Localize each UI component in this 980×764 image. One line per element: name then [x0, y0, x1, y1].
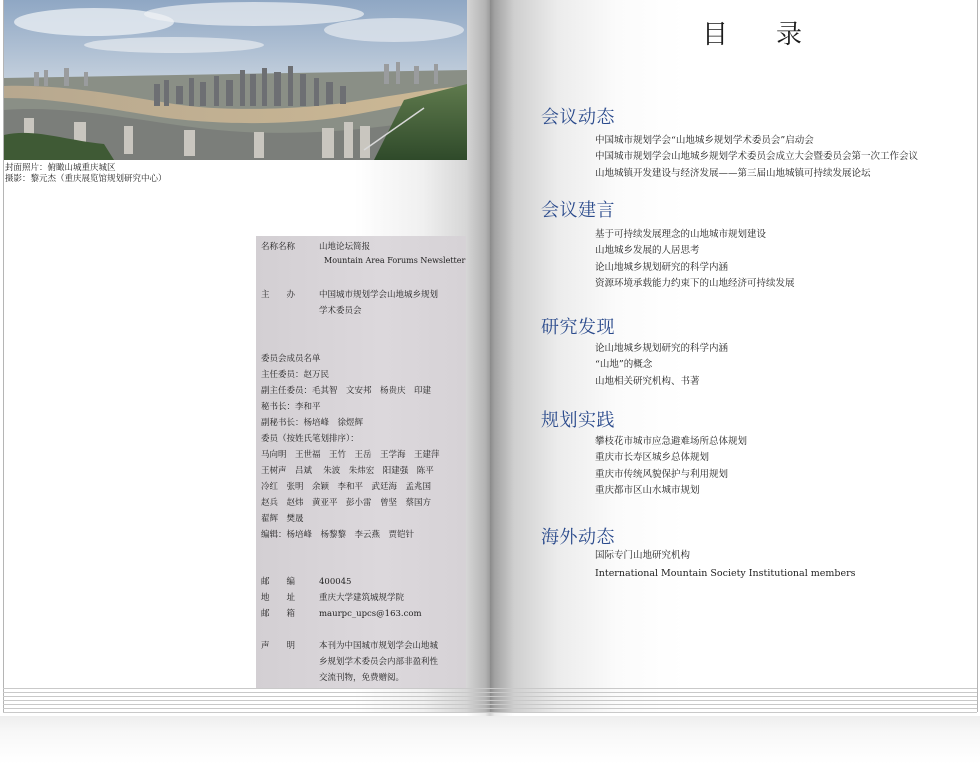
postcode-row	[261, 575, 351, 587]
secretary: 秘书长：李和平	[261, 402, 321, 412]
left-page[interactable]	[3, 0, 491, 712]
director: 主任委员：赵万民	[261, 370, 330, 380]
toc-item[interactable]: 论山地城乡规划研究的科学内涵	[595, 261, 729, 273]
section-items-meeting-suggestions	[595, 227, 795, 292]
section-items-planning-practice	[595, 434, 747, 499]
cover-photo	[4, 0, 467, 160]
name-en: Mountain Area Forums Newsletter	[324, 256, 466, 265]
email-row	[261, 607, 422, 619]
toc-item[interactable]: 山地相关研究机构、书著	[595, 375, 700, 387]
toc-item[interactable]: 国际专门山地研究机构	[595, 550, 691, 561]
committee-line: 赵兵 赵炜 黄亚平 彭小雷 曾坚 蔡国方	[261, 498, 432, 508]
host-row	[261, 288, 438, 300]
caption-line-1: 封面照片：俯瞰山城重庆城区	[5, 163, 116, 173]
section-heading-meeting-news[interactable]: 会议动态	[541, 107, 615, 128]
right-page[interactable]	[490, 0, 978, 712]
editors: 编辑：杨培峰 杨黎黎 李云燕 贾铠针	[261, 530, 415, 540]
statement-line: 乡规划学术委员会内部非盈利性	[319, 657, 439, 667]
host-value-2: 学术委员会	[319, 306, 362, 316]
email-value[interactable]: maurpc_upcs@163.com	[319, 609, 422, 619]
section-items-meeting-news	[595, 133, 918, 182]
postcode-label: 邮 编	[261, 577, 296, 587]
vice-directors: 副主任委员：毛其智 文安邦 杨贵庆 印建	[261, 386, 432, 396]
postcode-value: 400045	[319, 577, 352, 587]
committee-line: 冷红 张明 余颖 李和平 武廷海 孟兆国	[261, 482, 432, 492]
toc-item[interactable]: 基于可持续发展理念的山地城市规划建设	[595, 229, 767, 240]
committee-label: 委员（按姓氏笔划排序）：	[261, 434, 359, 444]
email-label: 邮 箱	[261, 609, 296, 619]
toc-item[interactable]: 重庆都市区山水城市规划	[595, 484, 700, 496]
page-edges	[3, 686, 977, 716]
toc-item[interactable]: 论山地城乡规划研究的科学内涵	[595, 343, 729, 354]
toc-title-char-1: 目	[702, 20, 731, 50]
host-value-1: 中国城市规划学会山地城乡规划	[319, 290, 439, 300]
name-value: 山地论坛简报	[319, 242, 371, 252]
host-label: 主 办	[261, 290, 296, 300]
toc-title	[702, 14, 804, 51]
toc-item[interactable]: International Mountain Society Institutional members	[595, 568, 856, 579]
toc-item[interactable]: 攀枝花市城市应急避难场所总体规划	[595, 436, 748, 447]
cover-caption	[5, 163, 167, 185]
committee-line: 翟辉 樊晟	[261, 514, 304, 524]
toc-title-char-2: 录	[776, 20, 805, 50]
section-items-overseas-news	[595, 547, 856, 583]
name-row	[261, 240, 370, 252]
address-row	[261, 591, 404, 603]
toc-item[interactable]: 重庆市传统风貌保护与利用规划	[595, 468, 729, 480]
section-heading-meeting-suggestions[interactable]: 会议建言	[541, 200, 615, 221]
toc-item[interactable]: 山地城镇开发建设与经济发展——第三届山地城镇可持续发展论坛	[595, 167, 871, 179]
section-items-research-findings	[595, 341, 728, 390]
caption-line-2: 摄影：黎元杰（重庆展览馆规划研究中心）	[5, 174, 167, 184]
name-label: 名称名称	[261, 242, 296, 252]
address-value: 重庆大学建筑城规学院	[319, 593, 405, 603]
statement-line: 本刊为中国城市规划学会山地城	[319, 641, 439, 651]
statement-row	[261, 639, 438, 651]
book-reflection	[0, 716, 980, 764]
masthead-box	[256, 236, 466, 688]
toc-item[interactable]: 重庆市长寿区城乡总体规划	[595, 452, 710, 464]
section-heading-planning-practice[interactable]: 规划实践	[541, 410, 615, 431]
section-heading-overseas-news[interactable]: 海外动态	[541, 527, 615, 548]
toc-item[interactable]: “山地”的概念	[595, 359, 653, 371]
section-heading-research-findings[interactable]: 研究发现	[541, 317, 615, 338]
toc-item[interactable]: 中国城市规划学会“山地城乡规划学术委员会”启动会	[595, 135, 814, 146]
vice-secretary: 副秘书长：杨培峰 徐煜辉	[261, 418, 364, 428]
committee-line: 王树声 吕斌 朱波 朱炜宏 阳建强 陈平	[261, 466, 434, 476]
toc-item[interactable]: 中国城市规划学会山地城乡规划学术委员会成立大会暨委员会第一次工作会议	[595, 151, 919, 163]
members-title: 委员会成员名单	[261, 354, 321, 364]
address-label: 地 址	[261, 593, 296, 603]
committee-line: 马向明 王世福 王竹 王岳 王学海 王建萍	[261, 450, 440, 460]
statement-line: 交流刊物，免费赠阅。	[319, 673, 405, 683]
statement-label: 声 明	[261, 641, 296, 651]
toc-item[interactable]: 山地城乡发展的人居思考	[595, 245, 700, 257]
toc-item[interactable]: 资源环境承载能力约束下的山地经济可持续发展	[595, 277, 795, 289]
